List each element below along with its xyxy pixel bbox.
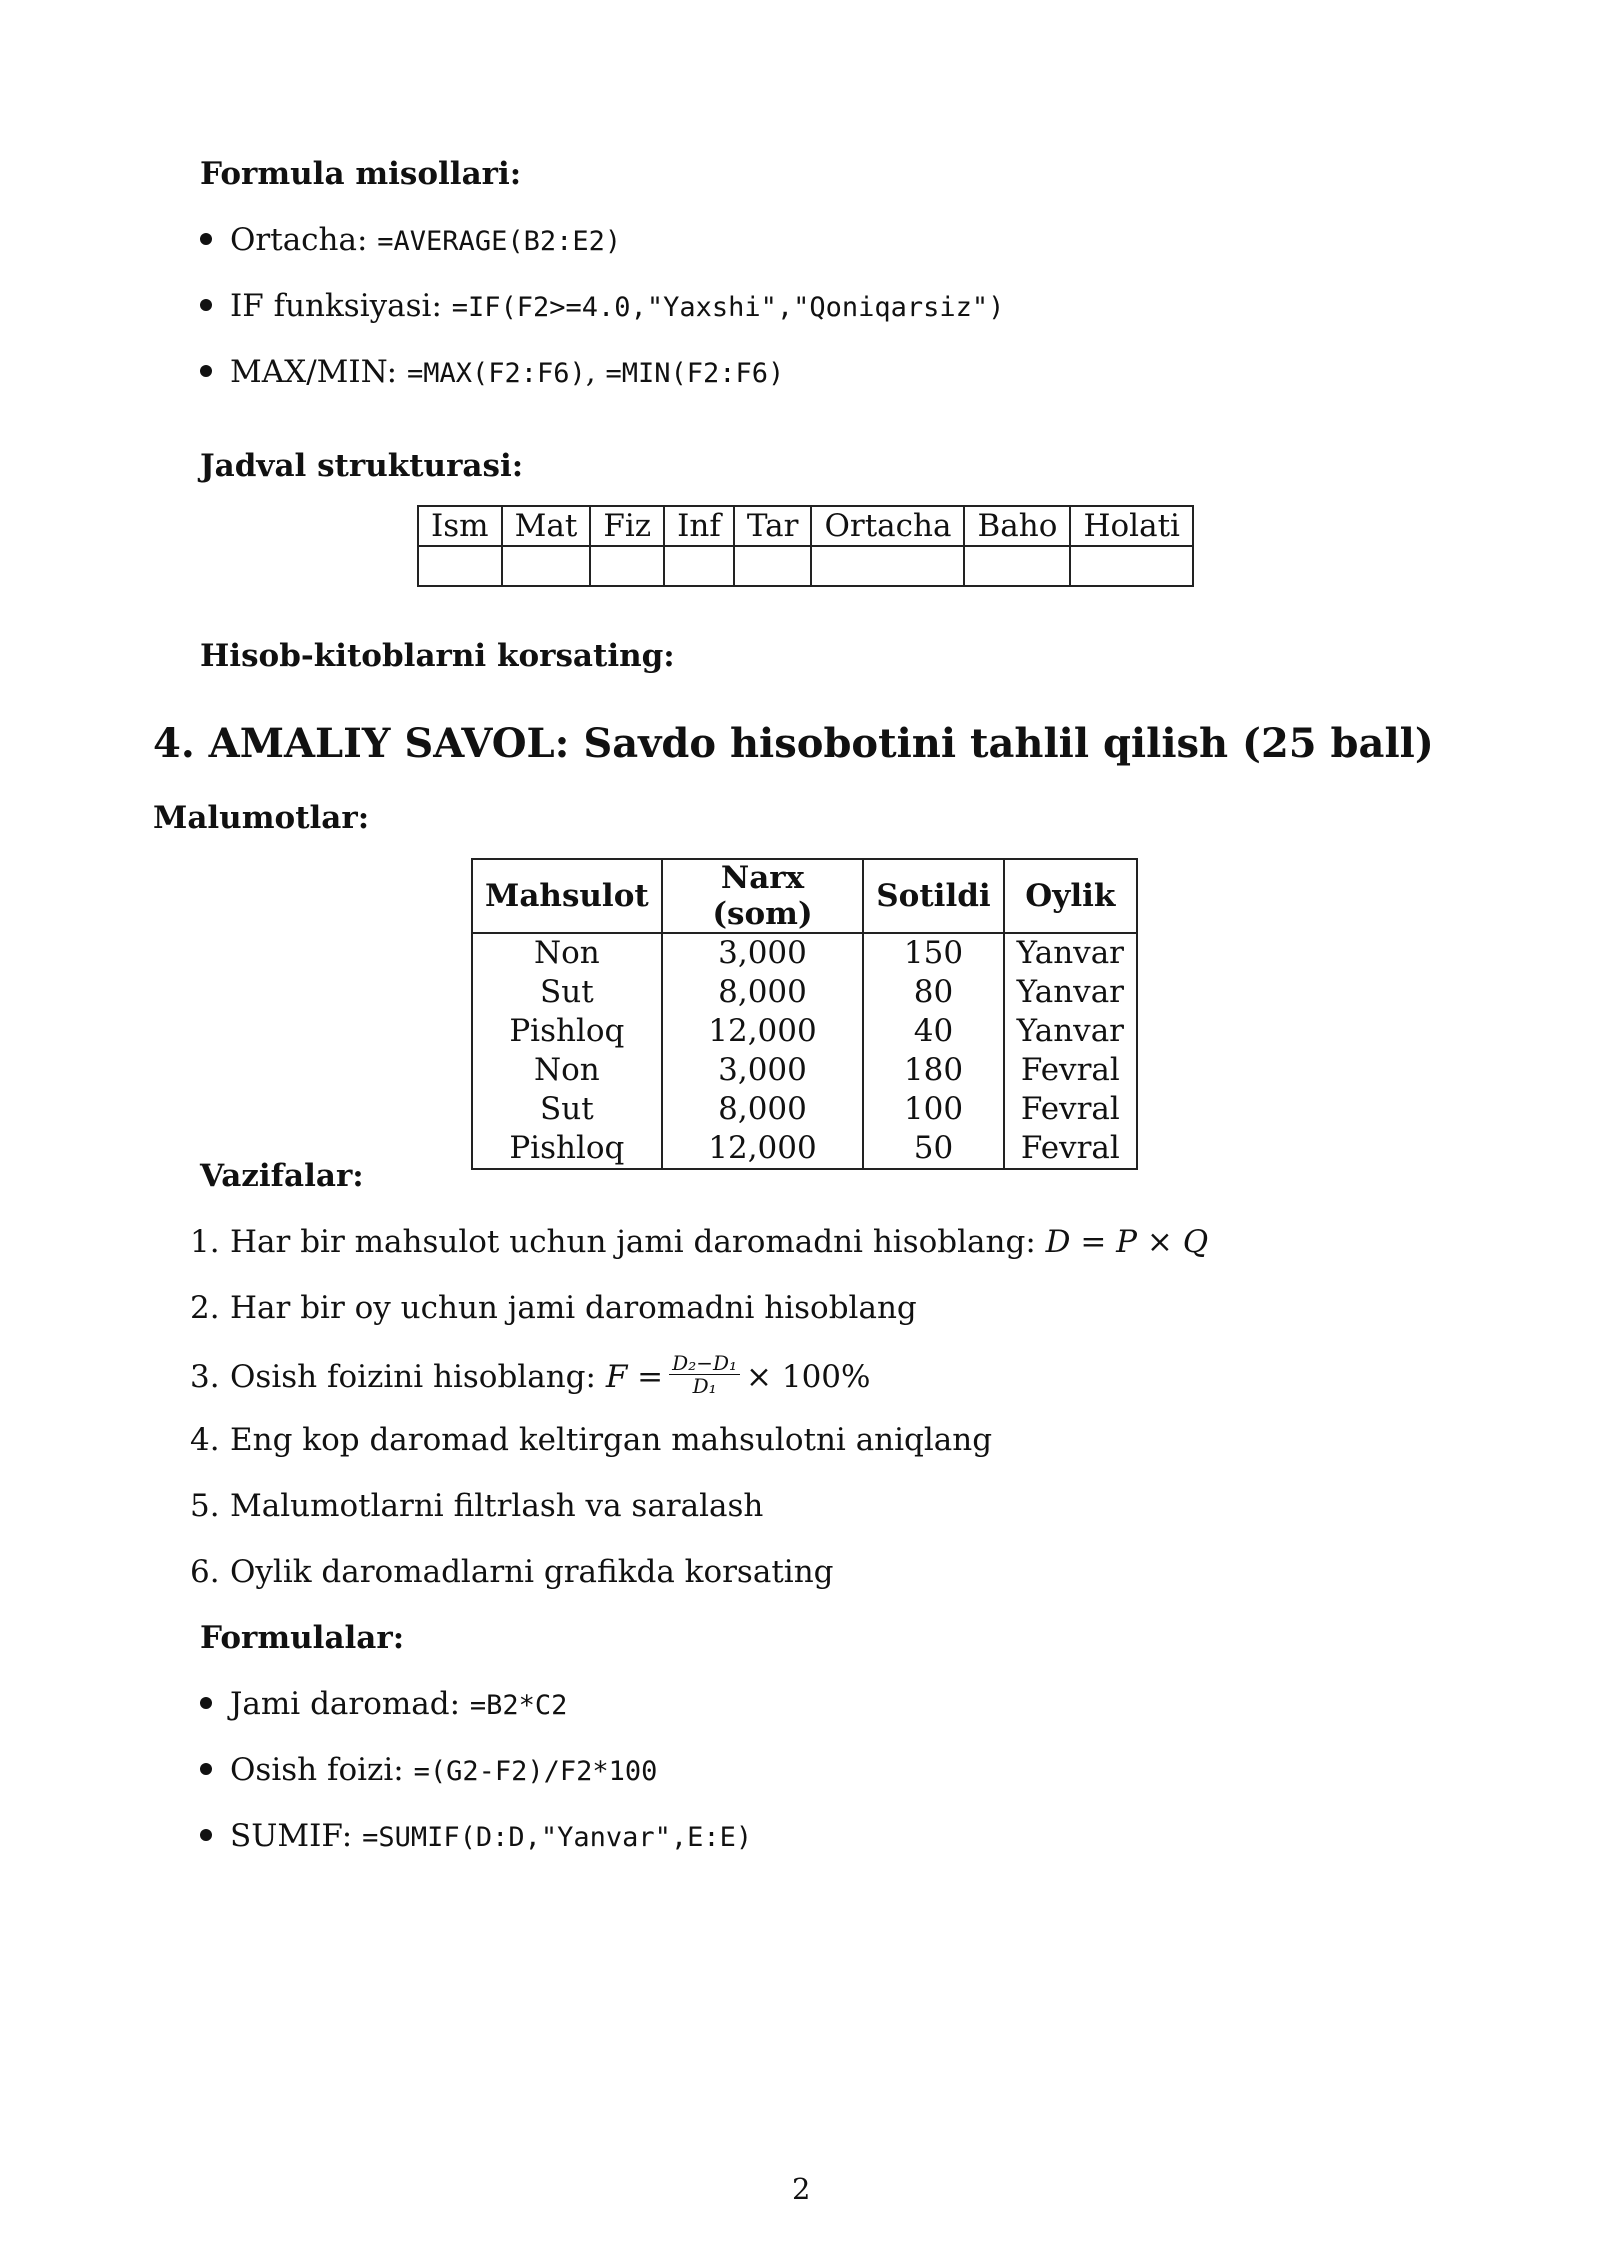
table-cell: Fevral [1020,1130,1120,1166]
tasks-heading: Vazifalar: [200,1158,364,1194]
data-heading: Malumotlar: [153,800,370,836]
table-cell: Fevral [1020,1052,1120,1088]
bullet-icon [200,1697,212,1709]
bullet-item-average: Ortacha: =AVERAGE(B2:E2) [200,222,621,258]
bullet-icon [200,1829,212,1841]
table-row [472,973,1137,1012]
table-row [472,1012,1137,1051]
table-header-cell: Baho [964,506,1070,546]
bullet-icon [200,233,212,245]
bullet-icon [200,365,212,377]
table-cell: Pishloq [472,1012,662,1051]
table-cell: 12,000 [662,1012,864,1051]
table-cell: Fevral [1020,1091,1120,1127]
formula-examples-heading: Formula misollari: [200,156,522,192]
table-header-cell: Mat [502,506,591,546]
table-cell [964,546,1070,586]
table-cell [502,546,591,586]
task-item-3: 3. Osish foizini hisoblang: F = $\frac{\text{D₂−D₁}}{\text{D₁}}$ × 100% [190,1351,871,1398]
section-4-title: 4. AMALIY SAVOL: Savdo hisobotini tahlil qilish (25 ball) [153,720,1434,767]
table-header-cell: Ortacha [811,506,964,546]
table-cell: 150 [863,933,1003,973]
table-cell: Pishloq [472,1129,662,1169]
table-header-cell: Holati [1070,506,1193,546]
formula-item-growth: Osish foizi: =(G2-F2)/F2*100 [200,1752,657,1788]
table-header-row [472,859,1137,933]
structure-table [417,505,1194,587]
bullet-item-maxmin: MAX/MIN: =MAX(F2:F6), =MIN(F2:F6) [200,354,784,390]
sales-table [471,858,1138,1170]
table-cell: 8,000 [662,1090,864,1129]
table-cell: Yanvar [1016,974,1124,1010]
task-item-4: 4. Eng kop daromad keltirgan mahsulotni aniqlang [190,1422,993,1458]
table-cell [1070,546,1193,586]
table-row [472,1051,1137,1090]
table-cell: 180 [863,1051,1003,1090]
bullet-item-if: IF funksiyasi: =IF(F2>=4.0,"Yaxshi","Qoniqarsiz") [200,288,1004,324]
table-header-cell: Inf [664,506,734,546]
table-cell: Non [472,933,662,973]
table-row [472,933,1137,973]
table-header-cell: Mahsulot [472,859,662,933]
table-row [472,1129,1137,1169]
formula-item-total: Jami daromad: =B2*C2 [200,1686,567,1722]
page-number: 2 [792,2172,811,2206]
table-header-cell: Tar [734,506,812,546]
table-header-cell: Fiz [590,506,664,546]
table-cell: Non [472,1051,662,1090]
table-cell [734,546,812,586]
table-cell: 80 [863,973,1003,1012]
table-cell: Sut [472,973,662,1012]
formula-item-sumif: SUMIF: =SUMIF(D:D,"Yanvar",E:E) [200,1818,752,1854]
table-cell: Sut [472,1090,662,1129]
bullet-icon [200,1763,212,1775]
table-header-cell: Oylik [1004,859,1137,933]
table-cell: 8,000 [662,973,864,1012]
table-cell: 100 [863,1090,1003,1129]
task-item-6: 6. Oylik daromadlarni grafikda korsating [190,1554,834,1590]
calculations-heading: Hisob-kitoblarni korsating: [200,638,675,674]
formulas-heading: Formulalar: [200,1620,405,1656]
table-cell [811,546,964,586]
table-cell: Yanvar [1016,1013,1124,1049]
table-row [472,1090,1137,1129]
task-item-5: 5. Malumotlarni filtrlash va saralash [190,1488,764,1524]
table-header-cell: Ism [418,506,502,546]
table-cell [418,546,502,586]
table-cell [590,546,664,586]
task-item-2: 2. Har bir oy uchun jami daromadni hisoblang [190,1290,917,1326]
table-cell: 40 [863,1012,1003,1051]
table-cell: 3,000 [662,1051,864,1090]
table-row [418,546,1193,586]
table-cell: Yanvar [1016,935,1124,971]
task-item-1: 1. Har bir mahsulot uchun jami daromadni hisoblang: D = P × Q [190,1224,1209,1260]
table-cell: 12,000 [662,1129,864,1169]
table-cell: 3,000 [662,933,864,973]
table-row [418,506,1193,546]
table-cell: 50 [863,1129,1003,1169]
table-cell [664,546,734,586]
table-header-cell: Narx (som) [662,859,864,933]
fraction: $\frac{\text{D₂−D₁}}{\text{D₁}}$ [669,1352,740,1397]
table-structure-heading: Jadval strukturasi: [200,448,524,484]
bullet-icon [200,299,212,311]
table-header-cell: Sotildi [863,859,1003,933]
